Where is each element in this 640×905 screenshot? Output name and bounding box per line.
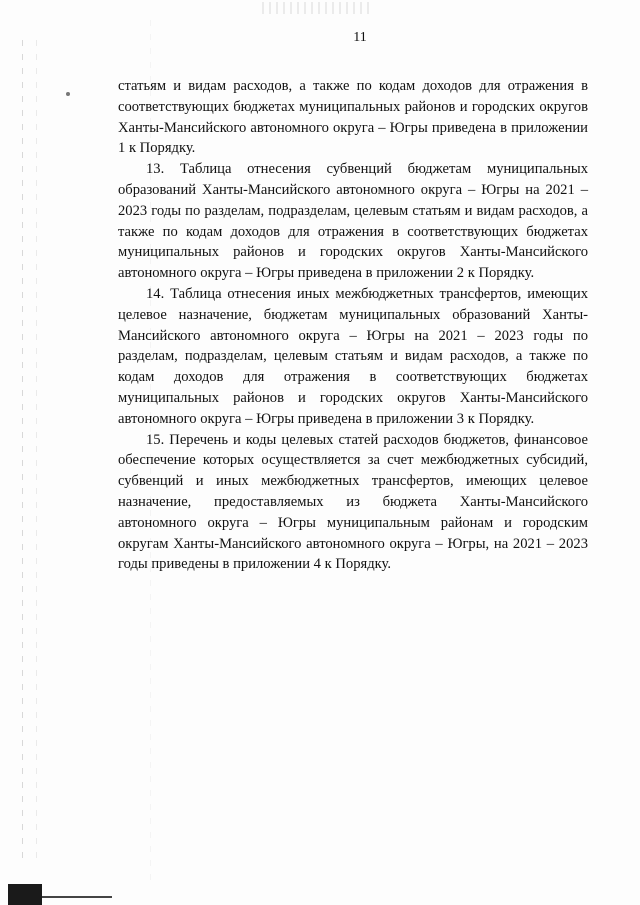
document-body	[118, 76, 588, 575]
scan-corner-mark	[8, 884, 42, 905]
paragraph-13: 13. Таблица отнесения субвенций бюджетам муниципальных образований Ханты-Мансийского автономного округа – Югры на 2021 – 2023 годы по разделам, подразделам, целевым статьям и видам расходов, а также по кодам доходов для отражения в соответствующих бюджетах муниципальных районов и городских округов Ханты-Мансийского автономного округа – Югры приведена в приложении 2 к Порядку.	[118, 161, 588, 282]
scan-edge-line	[22, 40, 23, 860]
paragraph-continuation: статьям и видам расходов, а также по кодам доходов для отражения в соответствующих бюджетах муниципальных районов и городских округов Ханты-Мансийского автономного округа – Югры приведена в приложении 1 к Порядку.	[118, 78, 588, 157]
page-number: 11	[353, 30, 367, 45]
scan-corner-line	[42, 896, 112, 898]
scan-noise	[262, 2, 372, 14]
scan-edge-line	[36, 40, 37, 860]
paragraph-14: 14. Таблица отнесения иных межбюджетных трансфертов, имеющих целевое назначение, бюджетам муниципальных образований Ханты-Мансийского автономного округа – Югры на 2021 – 2023 годы по разделам, подразделам, целевым статьям и видам расходов, а также по кодам доходов для отражения в соответствующих бюджетах муниципальных районов и городских округов Ханты-Мансийского автономного округа – Югры приведена в приложении 3 к Порядку.	[118, 285, 588, 427]
scan-dot	[66, 92, 70, 96]
paragraph-15: 15. Перечень и коды целевых статей расходов бюджетов, финансовое обеспечение которых осуществляется за счет межбюджетных субсидий, субвенций и иных межбюджетных трансфертов, имеющих целевое назначение, предоставляемых из бюджета Ханты-Мансийского автономного округа – Югры муниципальным районам и городским округам Ханты-Мансийского автономного округа – Югры, на 2021 – 2023 годы приведены в приложении 4 к Порядку.	[118, 431, 588, 573]
